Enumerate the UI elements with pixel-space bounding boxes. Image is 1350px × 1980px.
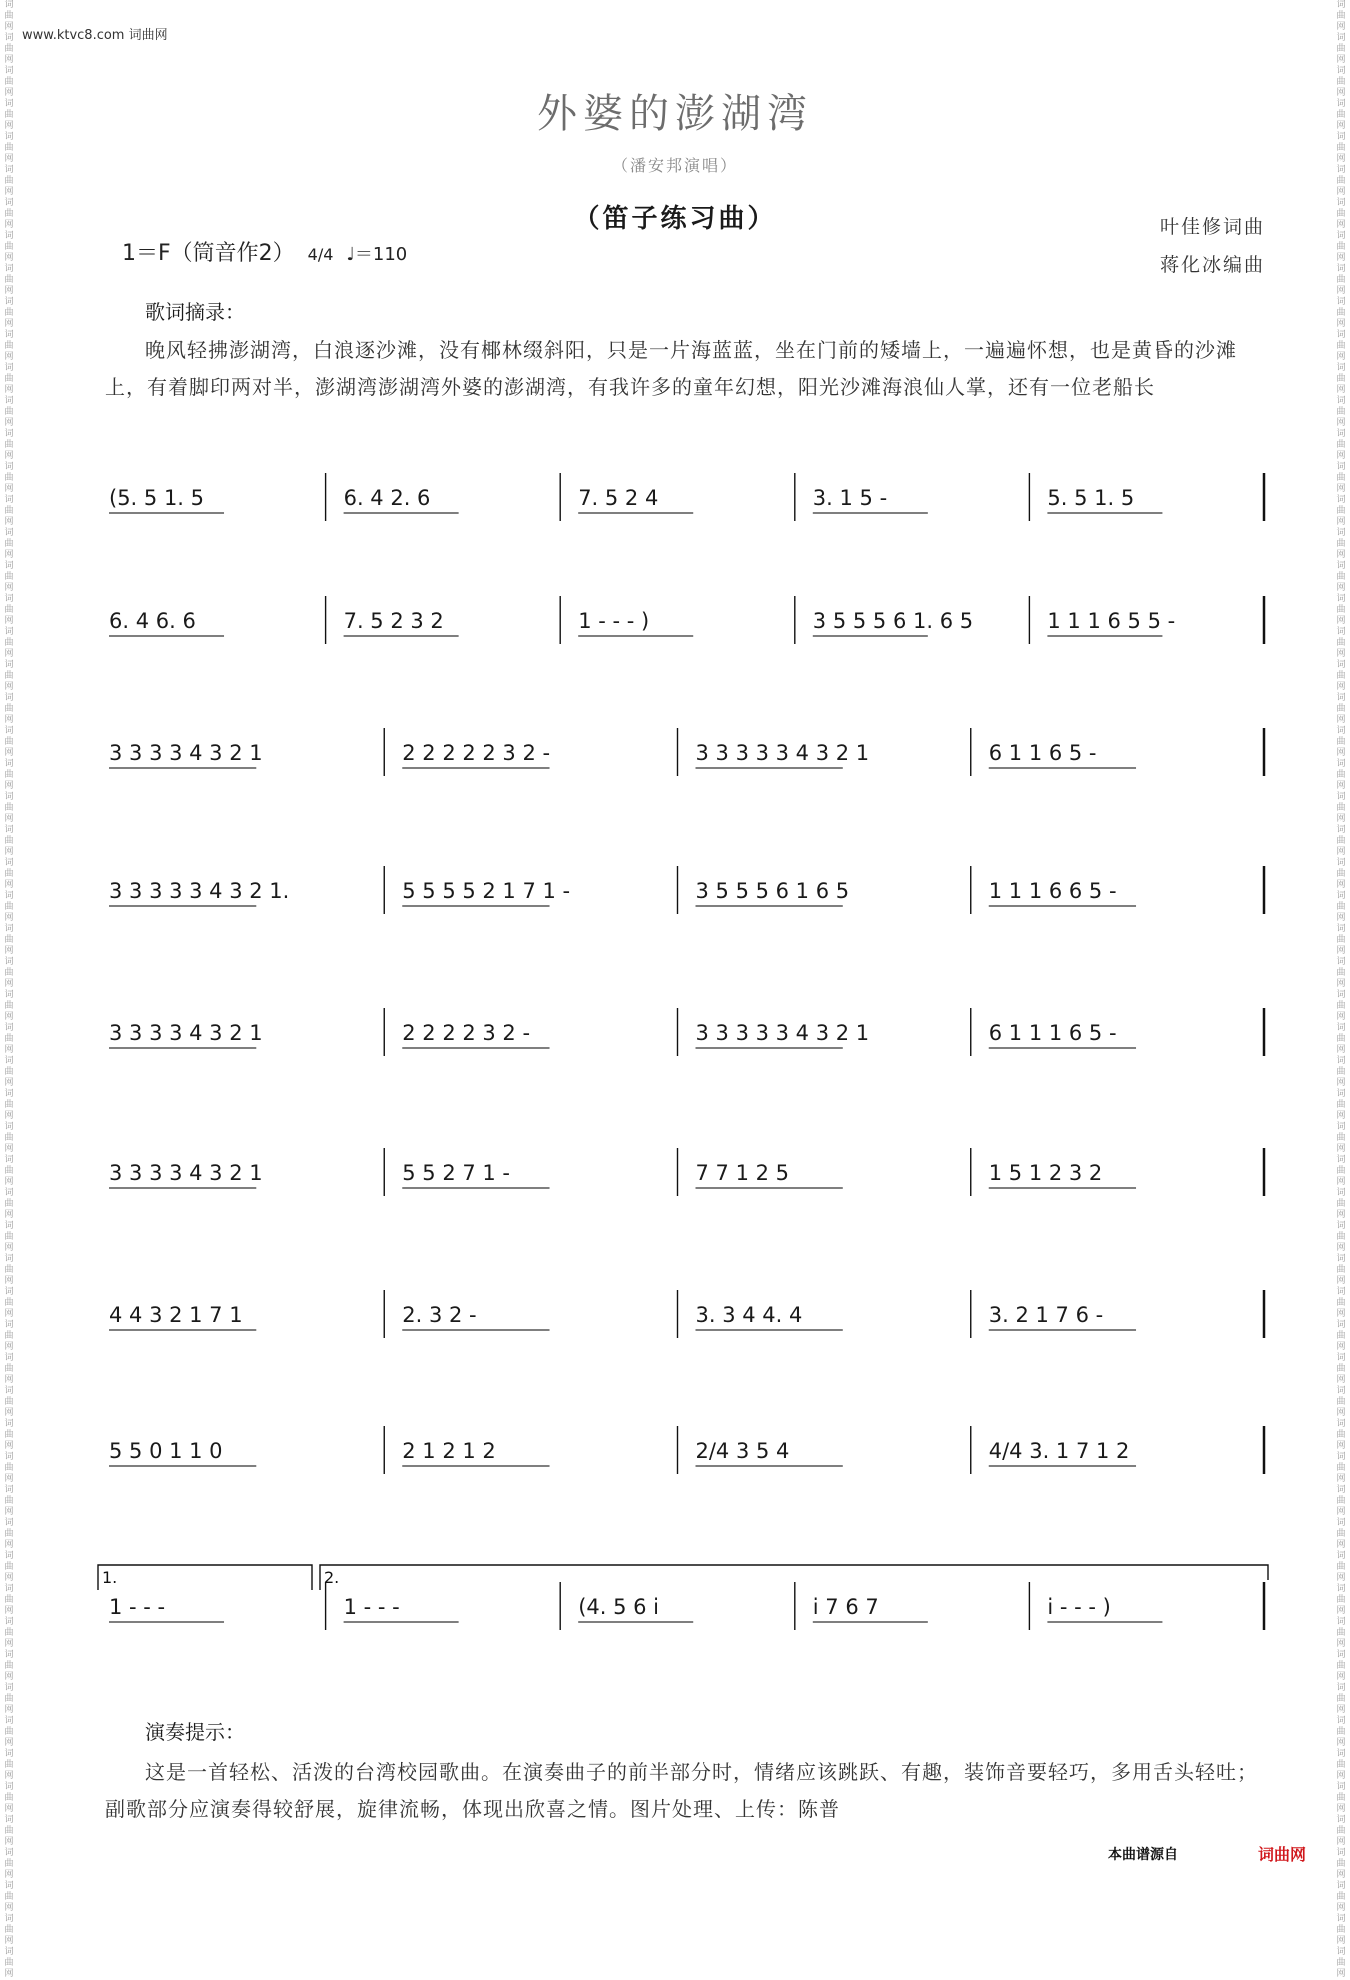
measure-notes: 3 5 5 5 6 1 6 5 bbox=[695, 879, 850, 903]
measure-notes: 3 3 3 3 3 4 3 2 1 bbox=[695, 741, 870, 765]
measure-notes: 3 3 3 3 4 3 2 1 bbox=[109, 1161, 263, 1185]
measure-notes: 1 - - - bbox=[109, 1595, 166, 1619]
time-signature: 4/4 bbox=[307, 245, 334, 264]
measure-notes: 4 4 3 2 1 7 1 bbox=[109, 1303, 243, 1327]
volta-label: 2. bbox=[324, 1568, 340, 1587]
score-row bbox=[109, 1290, 1264, 1338]
measure-notes: 5 5 2 7 1 - bbox=[402, 1161, 511, 1185]
measure-notes: 7. 5 2 4 bbox=[578, 486, 659, 510]
score-row bbox=[109, 1148, 1264, 1196]
site-url: www.ktvc8.com 词曲网 bbox=[22, 28, 168, 43]
tips-label: 演奏提示： bbox=[145, 1720, 245, 1744]
measure-notes: 1 - - - ) bbox=[578, 609, 650, 633]
measure-notes: 2. 3 2 - bbox=[402, 1303, 477, 1327]
score-row bbox=[109, 1426, 1264, 1474]
score-row bbox=[109, 473, 1264, 521]
measure-notes: (4. 5 6 i bbox=[578, 1595, 660, 1619]
measure-notes: i 7 6 7 bbox=[812, 1595, 879, 1619]
lyrics-label: 歌词摘录： bbox=[145, 300, 245, 324]
measure-notes: 6. 4 6. 6 bbox=[109, 609, 196, 633]
measure-notes: 5. 5 1. 5 bbox=[1047, 486, 1135, 510]
score-row bbox=[109, 866, 1264, 914]
measure-notes: (5. 5 1. 5 bbox=[109, 486, 205, 510]
measure-notes: 3 3 3 3 4 3 2 1 bbox=[109, 1021, 263, 1045]
score-row bbox=[109, 728, 1264, 776]
lyricist-credit: 叶佳修词曲 bbox=[1159, 216, 1265, 238]
score-row bbox=[109, 596, 1264, 644]
measure-notes: 7. 5 2 3 2 bbox=[343, 609, 444, 633]
song-title: 外婆的澎湖湾 bbox=[537, 91, 813, 137]
measure-notes: 3 3 3 3 4 3 2 1 bbox=[109, 741, 263, 765]
source-site-link[interactable]: 词曲网 bbox=[1258, 1845, 1307, 1864]
score-subtitle: （笛子练习曲） bbox=[573, 204, 777, 234]
measure-notes: 2 2 2 2 2 3 2 - bbox=[402, 741, 551, 765]
score-row bbox=[109, 1582, 1264, 1630]
measure-notes: i - - - ) bbox=[1047, 1595, 1111, 1619]
tempo: ♩＝110 bbox=[346, 244, 408, 265]
measure-notes: 1 - - - bbox=[343, 1595, 400, 1619]
measure-notes: 2 2 2 2 3 2 - bbox=[402, 1021, 531, 1045]
singer-note: （潘安邦演唱） bbox=[611, 156, 738, 175]
measure-notes: 4/4 3. 1 7 1 2 bbox=[988, 1439, 1130, 1463]
lyrics-text: 晚风轻拂澎湖湾，白浪逐沙滩，没有椰林缀斜阳，只是一片海蓝蓝，坐在门前的矮墙上，一遍遍怀想，也是黄昏的沙滩上，有着脚印两对半，澎湖湾澎湖湾外婆的澎湖湾，有我许多的童年幻想，阳光沙滩海浪仙人掌，还有一位老船长 bbox=[105, 338, 1237, 399]
measure-notes: 1 1 1 6 6 5 - bbox=[988, 879, 1117, 903]
measure-notes: 2/4 3 5 4 bbox=[695, 1439, 790, 1463]
measure-notes: 6 1 1 6 5 - bbox=[988, 741, 1097, 765]
measure-notes: 3. 3 4 4. 4 bbox=[695, 1303, 803, 1327]
measure-notes: 6 1 1 1 6 5 - bbox=[988, 1021, 1117, 1045]
measure-notes: 2 1 2 1 2 bbox=[402, 1439, 496, 1463]
side-watermark-right: 词 曲 网 词 曲 网 词 曲 网 词 曲 网 词 曲 网 词 曲 网 词 曲 网 词 曲 网 词 曲 网 词 曲 网 词 曲 网 词 曲 网 词 曲 网 词 曲 网 词 曲 网 词 曲 网 词 曲 网 词 曲 网 词 曲 网 词 曲 网 词 曲 网 词 曲 网 词 曲 网 词 曲 网 词 曲 网 词 曲 网 词 曲 网 词 曲 网 词 曲 网 词 曲 网 词 曲 网 词 曲 网 词 曲 网 词 曲 网 词 曲 网 词 曲 网 词 曲 网 词 曲 网 词 曲 网 词 曲 网 词 曲 网 词 曲 网 词 曲 网 词 曲 网 词 曲 网 词 曲 网 词 曲 网 词 曲 网 词 曲 网 词 曲 网 词 曲 网 词 曲 网 词 曲 网 词 曲 网 词 曲 网 词 曲 网 词 曲 网 词 曲 网 词 曲 网 词 曲 网 bbox=[1336, 0, 1346, 1979]
measure-notes: 1 1 1 6 5 5 - bbox=[1047, 609, 1176, 633]
measure-notes: 3 3 3 3 3 4 3 2 1 bbox=[695, 1021, 870, 1045]
measure-notes: 3. 2 1 7 6 - bbox=[988, 1303, 1104, 1327]
side-watermark-left: 词 曲 网 词 曲 网 词 曲 网 词 曲 网 词 曲 网 词 曲 网 词 曲 网 词 曲 网 词 曲 网 词 曲 网 词 曲 网 词 曲 网 词 曲 网 词 曲 网 词 曲 网 词 曲 网 词 曲 网 词 曲 网 词 曲 网 词 曲 网 词 曲 网 词 曲 网 词 曲 网 词 曲 网 词 曲 网 词 曲 网 词 曲 网 词 曲 网 词 曲 网 词 曲 网 词 曲 网 词 曲 网 词 曲 网 词 曲 网 词 曲 网 词 曲 网 词 曲 网 词 曲 网 词 曲 网 词 曲 网 词 曲 网 词 曲 网 词 曲 网 词 曲 网 词 曲 网 词 曲 网 词 曲 网 词 曲 网 词 曲 网 词 曲 网 词 曲 网 词 曲 网 词 曲 网 词 曲 网 词 曲 网 词 曲 网 词 曲 网 词 曲 网 词 曲 网 词 曲 网 bbox=[4, 0, 14, 1979]
arranger-credit: 蒋化冰编曲 bbox=[1159, 254, 1265, 276]
key-text: 1＝F（筒音作2） bbox=[122, 241, 295, 266]
measure-notes: 5 5 0 1 1 0 bbox=[109, 1439, 223, 1463]
measure-notes: 3 5 5 5 6 1. 6 5 bbox=[812, 609, 974, 633]
measure-notes: 1 5 1 2 3 2 bbox=[988, 1161, 1103, 1185]
measure-notes: 6. 4 2. 6 bbox=[343, 486, 431, 510]
measure-notes: 3. 1 5 - bbox=[812, 486, 888, 510]
measure-notes: 5 5 5 5 2 1 7 1 - bbox=[402, 879, 571, 903]
volta-label: 1. bbox=[102, 1568, 118, 1587]
volta-1-bracket bbox=[98, 1565, 312, 1590]
volta-2-bracket bbox=[320, 1565, 1268, 1590]
tips-text: 这是一首轻松、活泼的台湾校园歌曲。在演奏曲子的前半部分时，情绪应该跳跃、有趣，装饰音要轻巧，多用舌头轻吐；副歌部分应演奏得较舒展，旋律流畅，体现出欣喜之情。图片处理、上传：陈普 bbox=[105, 1760, 1258, 1821]
measure-notes: 7 7 1 2 5 bbox=[695, 1161, 790, 1185]
score-row bbox=[109, 1008, 1264, 1056]
source-label: 本曲谱源自 bbox=[1108, 1847, 1178, 1863]
measure-notes: 3 3 3 3 3 4 3 2 1. bbox=[109, 879, 290, 903]
